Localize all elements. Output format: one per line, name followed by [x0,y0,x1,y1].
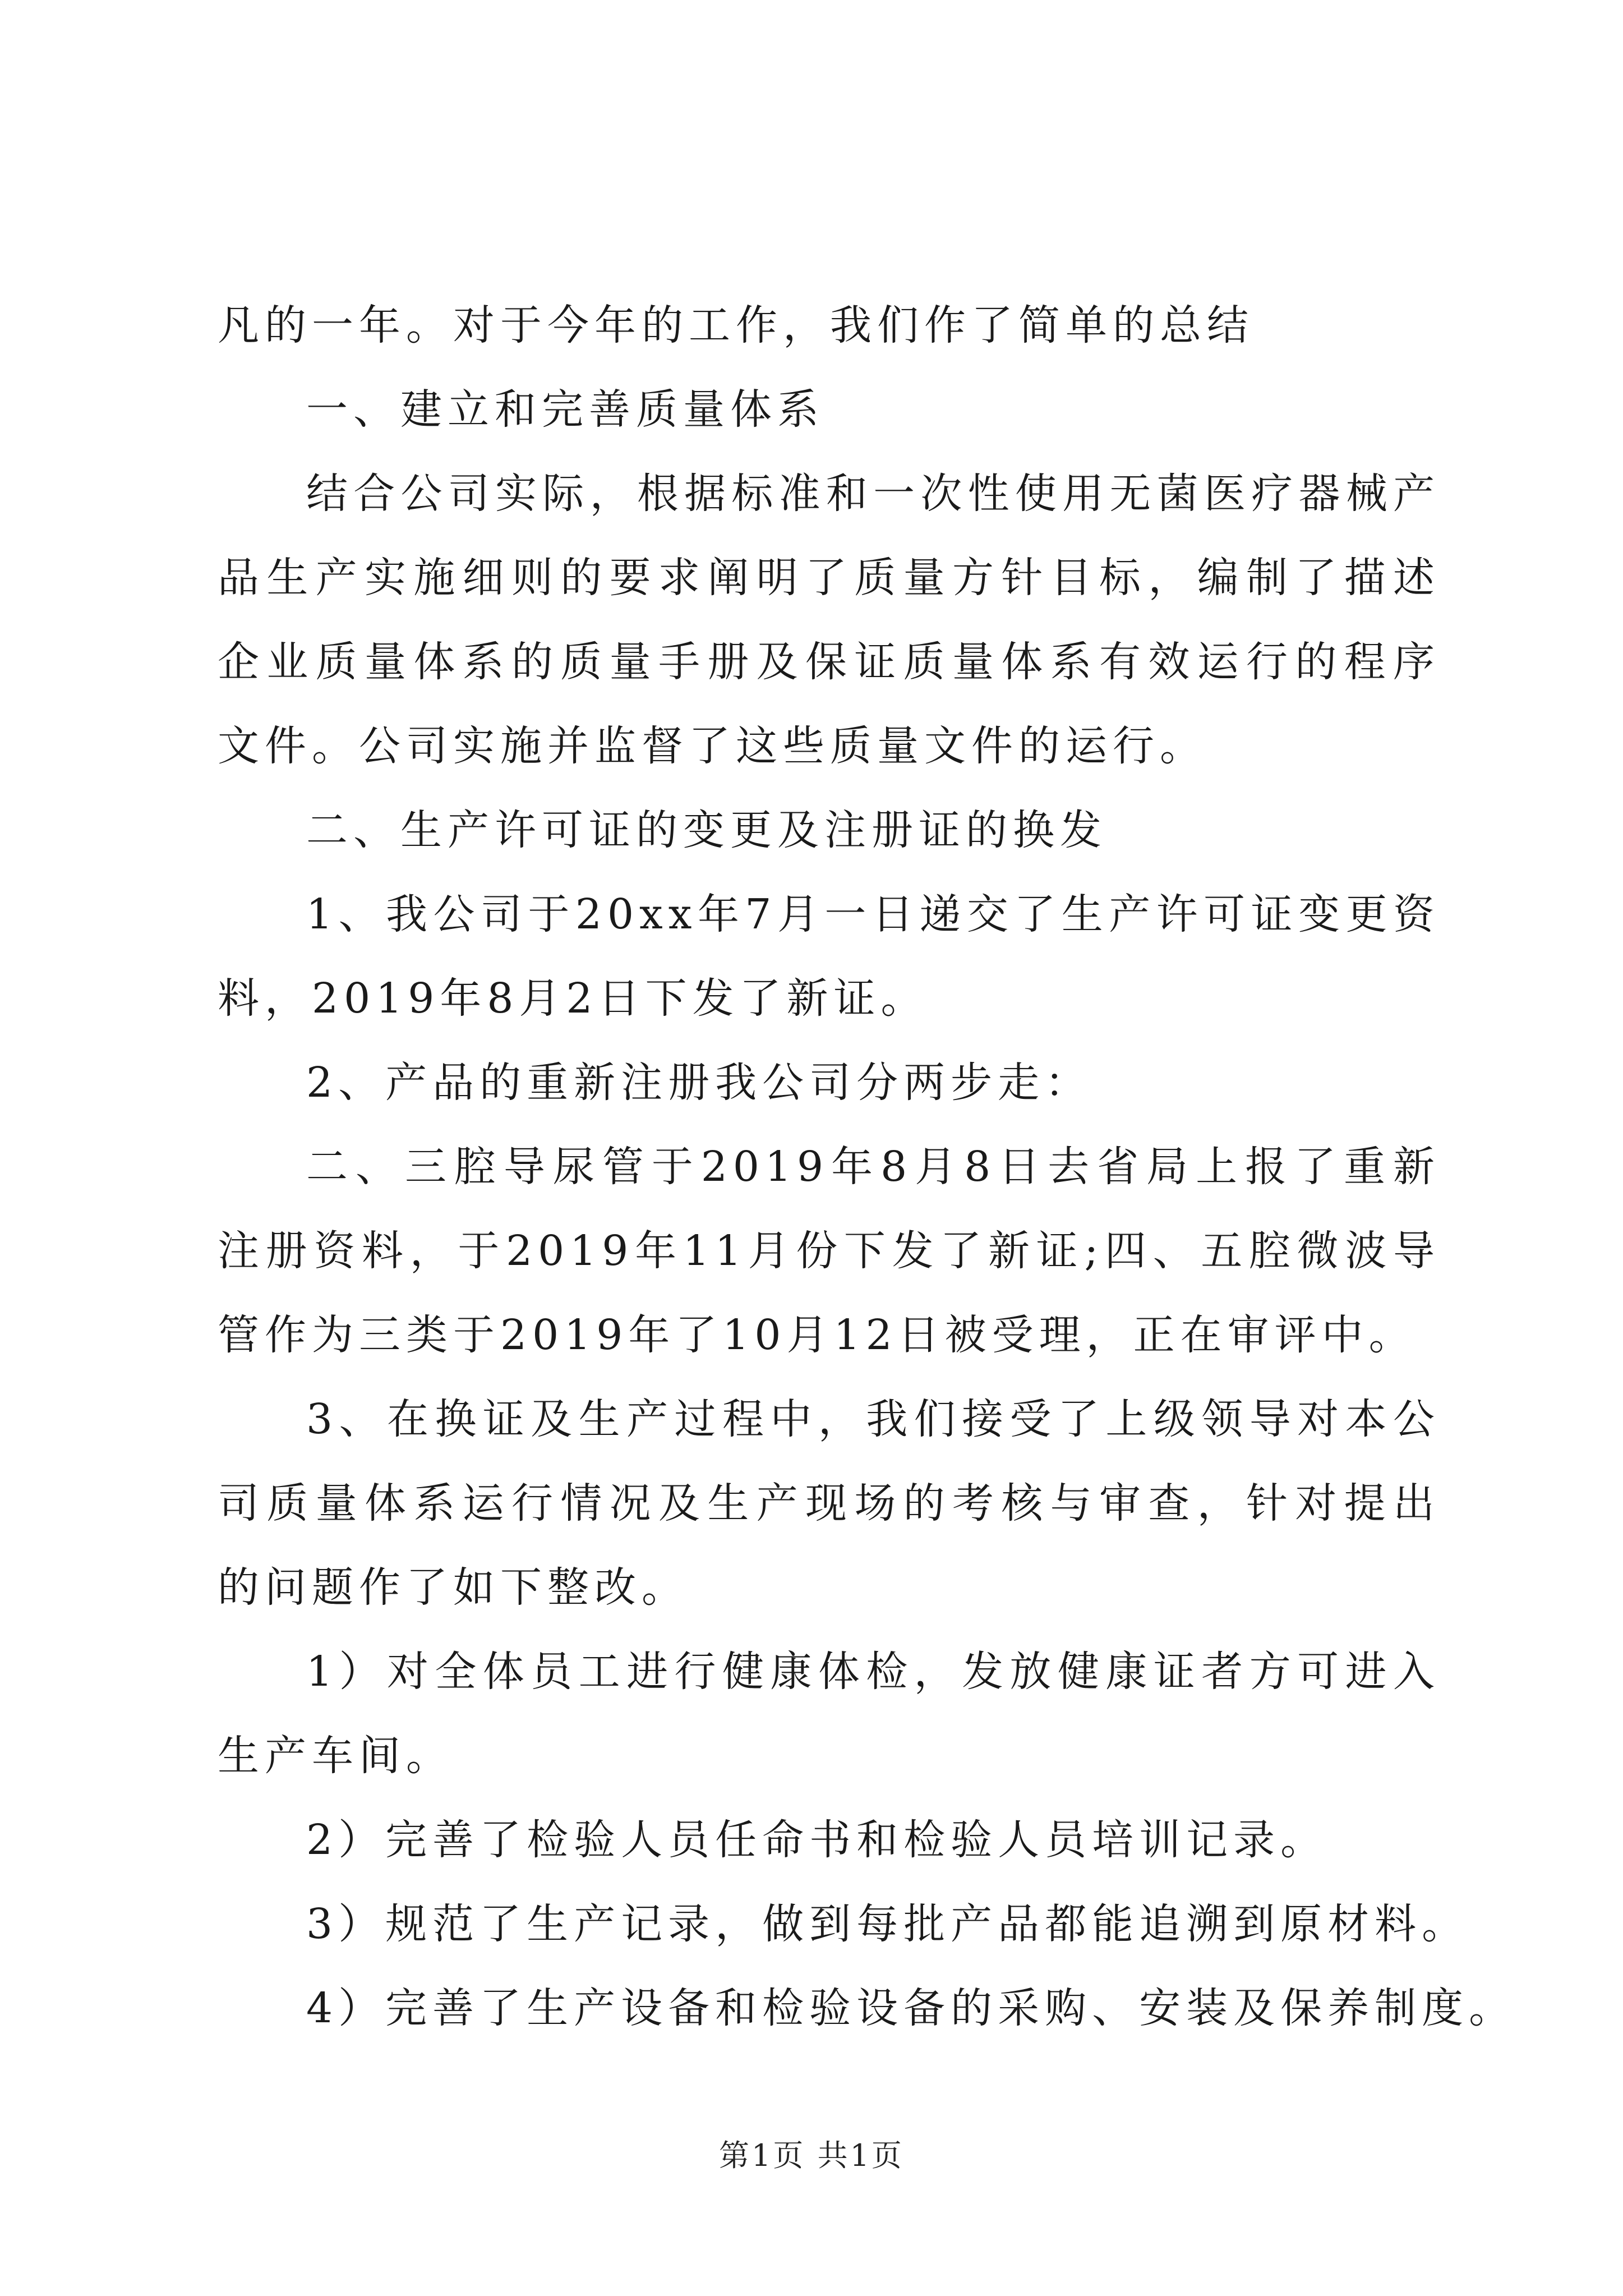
section-heading-license-change: 二、生产许可证的变更及注册证的换发 [306,806,1107,854]
paragraph-license-item-2: 2、产品的重新注册我公司分两步走： [306,1059,1092,1107]
section-heading-quality-system: 一、建立和完善质量体系 [306,385,824,434]
paragraph-license-item-1: 1、我公司于20xx年7月一日递交了生产许可证变更资料，2019年8月2日下发了新证。 [218,890,1440,1023]
list-item-rectification-4: 4）完善了生产设备和检验设备的采购、安装及保养制度。 [306,1984,1516,2032]
list-item-rectification-3: 3）规范了生产记录，做到每批产品都能追溯到原材料。 [306,1900,1469,1948]
paragraph-registration-details: 二、三腔导尿管于2019年8月8日去省局上报了重新注册资料，于2019年11月份下发了新证;四、五腔微波导管作为三类于2019年了10月12日被受理，正在审评中。 [218,1143,1440,1359]
document-body [218,283,1516,2050]
paragraph-quality-system: 结合公司实际，根据标准和一次性使用无菌医疗器械产品生产实施细则的要求阐明了质量方针目标，编制了描述企业质量体系的质量手册及保证质量体系有效运行的程序文件。公司实施并监督了这些质量文件的运行。 [218,470,1440,770]
list-item-rectification-2: 2）完善了检验人员任命书和检验人员培训记录。 [306,1816,1328,1864]
paragraph-continuation: 凡的一年。对于今年的工作，我们作了简单的总结 [218,301,1254,349]
list-item-rectification-1: 1）对全体员工进行健康体检，发放健康证者方可进入生产车间。 [218,1648,1440,1780]
paragraph-license-item-3: 3、在换证及生产过程中，我们接受了上级领导对本公司质量体系运行情况及生产现场的考核与审查，针对提出的问题作了如下整改。 [218,1395,1440,1612]
page-footer: 第1页 共1页 [719,2138,904,2173]
